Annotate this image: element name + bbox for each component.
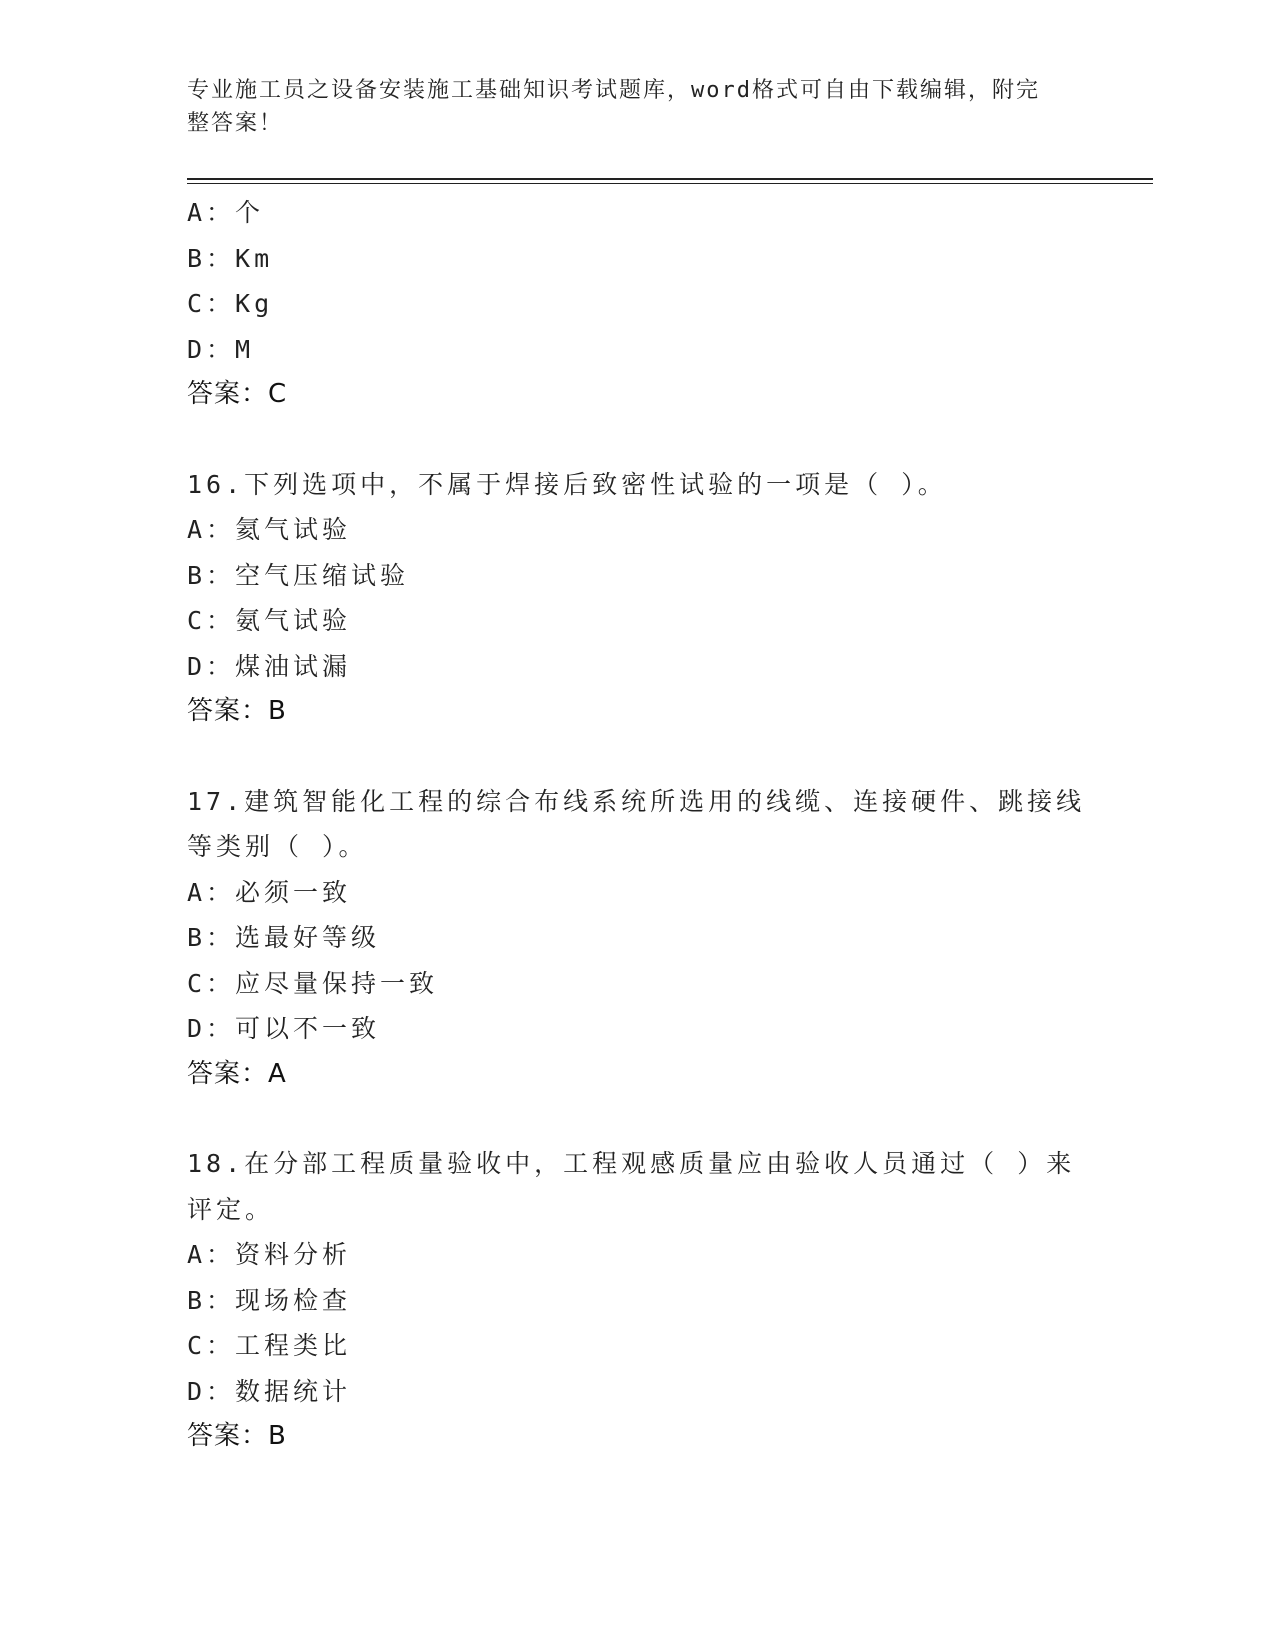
option-a: A：氦气试验 bbox=[187, 515, 352, 544]
question-16 bbox=[187, 462, 1147, 735]
question-gap bbox=[187, 418, 1147, 462]
answer-line: 答案：C bbox=[187, 379, 288, 409]
answer-line: 答案：B bbox=[187, 1421, 287, 1451]
option-c: C：应尽量保持一致 bbox=[187, 968, 439, 998]
question-stem: 17.建筑智能化工程的综合布线系统所选用的线缆、连接硬件、跳接线 bbox=[187, 786, 1086, 816]
question-stem-continued: 等类别（ ）。 bbox=[187, 832, 368, 861]
question-list bbox=[187, 190, 1147, 1460]
option-b: B：现场检查 bbox=[187, 1285, 352, 1315]
header-line-1: 专业施工员之设备安装施工基础知识考试题库，word格式可自由下载编辑，附完 bbox=[187, 78, 1040, 103]
question-17 bbox=[187, 779, 1147, 1098]
option-b: B：Km bbox=[187, 243, 274, 273]
question-gap bbox=[187, 1097, 1147, 1141]
header-divider-thin bbox=[187, 183, 1153, 184]
option-d: D：可以不一致 bbox=[187, 1014, 381, 1043]
question-15 bbox=[187, 190, 1147, 418]
option-a: A：资料分析 bbox=[187, 1240, 352, 1269]
header-divider-thick bbox=[187, 178, 1153, 180]
question-stem: 16.下列选项中，不属于焊接后致密性试验的一项是（ ）。 bbox=[187, 469, 947, 499]
question-stem: 18.在分部工程质量验收中，工程观感质量应由验收人员通过（ ）来 bbox=[187, 1149, 1076, 1178]
option-d: D：M bbox=[187, 334, 255, 364]
option-a: A：个 bbox=[187, 198, 265, 227]
answer-line: 答案：B bbox=[187, 696, 287, 726]
question-stem-continued: 评定。 bbox=[187, 1194, 275, 1224]
option-b: B：空气压缩试验 bbox=[187, 560, 410, 590]
header-line-2: 整答案！ bbox=[187, 111, 284, 136]
option-d: D：数据统计 bbox=[187, 1376, 352, 1406]
option-a: A：必须一致 bbox=[187, 877, 352, 907]
document-header bbox=[187, 74, 1067, 140]
option-c: C：Kg bbox=[187, 289, 274, 318]
answer-line: 答案：A bbox=[187, 1058, 287, 1089]
option-b: B：选最好等级 bbox=[187, 923, 381, 952]
question-gap bbox=[187, 735, 1147, 779]
option-d: D：煤油试漏 bbox=[187, 651, 352, 681]
option-c: C：氨气试验 bbox=[187, 606, 352, 635]
question-18 bbox=[187, 1141, 1147, 1460]
option-c: C：工程类比 bbox=[187, 1331, 352, 1360]
